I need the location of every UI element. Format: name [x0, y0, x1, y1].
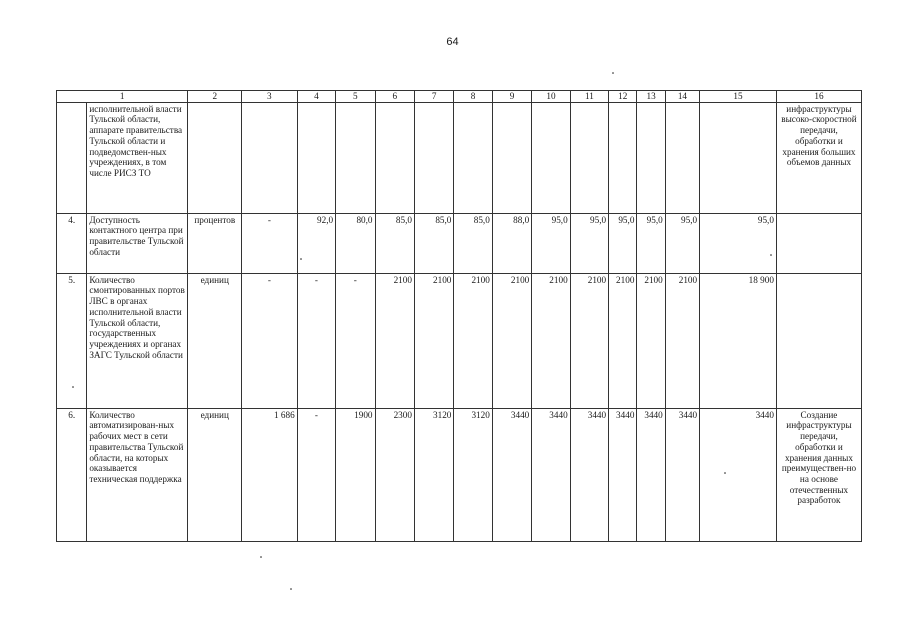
table-body — [57, 91, 862, 542]
header-cell: 9 — [492, 91, 531, 103]
header-cell: 15 — [700, 91, 777, 103]
value-cell — [570, 102, 608, 213]
value-cell: 2100 — [570, 273, 608, 408]
header-cell: 2 — [188, 91, 242, 103]
value-cell: 3440 — [492, 408, 531, 541]
scan-speck — [260, 556, 262, 558]
value-cell: 1 686 — [242, 408, 298, 541]
row-number-cell: 4. — [57, 213, 87, 273]
note-cell — [776, 213, 861, 273]
note-cell: Создание инфраструктуры передачи, обработки и хранения данных преимуществен-но на основе отечественных разработок — [776, 408, 861, 541]
value-cell — [375, 102, 414, 213]
value-cell: 85,0 — [375, 213, 414, 273]
indicator-name-cell: Количество автоматизирован-ных рабочих мест в сети правительства Тульской области, на которых оказывается техническая поддержка — [87, 408, 188, 541]
row-number-cell: 5. — [57, 273, 87, 408]
indicators-table — [56, 90, 862, 542]
value-cell: - — [242, 213, 298, 273]
header-cell: 3 — [242, 91, 298, 103]
row-number-cell — [57, 102, 87, 213]
value-cell: 2100 — [609, 273, 637, 408]
value-cell — [414, 102, 453, 213]
table-row — [57, 408, 862, 541]
row-number-cell: 6. — [57, 408, 87, 541]
total-cell: 18 900 — [700, 273, 777, 408]
table-row — [57, 213, 862, 273]
scan-speck — [612, 72, 614, 74]
value-cell: 3440 — [532, 408, 570, 541]
header-cell: 13 — [637, 91, 665, 103]
value-cell: - — [297, 408, 335, 541]
note-cell — [776, 273, 861, 408]
value-cell — [665, 102, 699, 213]
value-cell: 3120 — [414, 408, 453, 541]
value-cell: 2100 — [665, 273, 699, 408]
value-cell: 95,0 — [532, 213, 570, 273]
total-cell — [700, 102, 777, 213]
table-row — [57, 102, 862, 213]
value-cell: 80,0 — [336, 213, 375, 273]
value-cell — [637, 102, 665, 213]
value-cell: 2100 — [637, 273, 665, 408]
header-cell: 12 — [609, 91, 637, 103]
value-cell — [532, 102, 570, 213]
value-cell: 3440 — [665, 408, 699, 541]
value-cell: 2300 — [375, 408, 414, 541]
value-cell: 85,0 — [414, 213, 453, 273]
value-cell: 2100 — [492, 273, 531, 408]
scan-speck — [290, 588, 292, 590]
unit-cell — [188, 102, 242, 213]
value-cell: 3440 — [637, 408, 665, 541]
value-cell: 2100 — [375, 273, 414, 408]
value-cell: 95,0 — [570, 213, 608, 273]
value-cell: 3120 — [454, 408, 492, 541]
value-cell: 95,0 — [637, 213, 665, 273]
value-cell — [454, 102, 492, 213]
indicator-name-cell: исполнительной власти Тульской области, аппарате правительства Тульской области и подведомствен-ных учреждениях, в том числе РИСЗ ТО — [87, 102, 188, 213]
value-cell: 95,0 — [665, 213, 699, 273]
header-cell: 10 — [532, 91, 570, 103]
header-cell: 6 — [375, 91, 414, 103]
value-cell: - — [297, 273, 335, 408]
note-cell: инфраструктуры высоко-скоростной передачи, обработки и хранения больших объемов данных — [776, 102, 861, 213]
value-cell: 1900 — [336, 408, 375, 541]
value-cell: 2100 — [454, 273, 492, 408]
unit-cell: единиц — [188, 408, 242, 541]
header-cell: 11 — [570, 91, 608, 103]
header-row — [57, 91, 862, 103]
value-cell: - — [336, 273, 375, 408]
unit-cell: единиц — [188, 273, 242, 408]
header-cell: 5 — [336, 91, 375, 103]
header-cell: 1 — [57, 91, 188, 103]
value-cell: 3440 — [609, 408, 637, 541]
header-cell: 7 — [414, 91, 453, 103]
total-cell: 95,0 — [700, 213, 777, 273]
indicator-name-cell: Количество смонтированных портов ЛВС в органах исполнительной власти Тульской области, государственных учреждениях и органах ЗАГС Тульской области — [87, 273, 188, 408]
total-cell: 3440 — [700, 408, 777, 541]
value-cell: 88,0 — [492, 213, 531, 273]
page-number: 64 — [446, 36, 459, 48]
header-cell: 8 — [454, 91, 492, 103]
value-cell — [242, 102, 298, 213]
value-cell: - — [242, 273, 298, 408]
header-cell: 14 — [665, 91, 699, 103]
value-cell: 2100 — [532, 273, 570, 408]
value-cell — [297, 102, 335, 213]
scan-speck — [300, 258, 302, 260]
table-row — [57, 273, 862, 408]
unit-cell: процентов — [188, 213, 242, 273]
value-cell: 3440 — [570, 408, 608, 541]
value-cell — [336, 102, 375, 213]
header-cell: 4 — [297, 91, 335, 103]
value-cell: 95,0 — [609, 213, 637, 273]
scan-speck — [724, 472, 726, 474]
header-cell: 16 — [776, 91, 861, 103]
value-cell — [492, 102, 531, 213]
value-cell: 85,0 — [454, 213, 492, 273]
scan-speck — [770, 254, 772, 256]
scan-speck — [72, 386, 74, 388]
indicator-name-cell: Доступность контактного центра при правительстве Тульской области — [87, 213, 188, 273]
value-cell — [609, 102, 637, 213]
value-cell: 2100 — [414, 273, 453, 408]
value-cell: 92,0 — [297, 213, 335, 273]
